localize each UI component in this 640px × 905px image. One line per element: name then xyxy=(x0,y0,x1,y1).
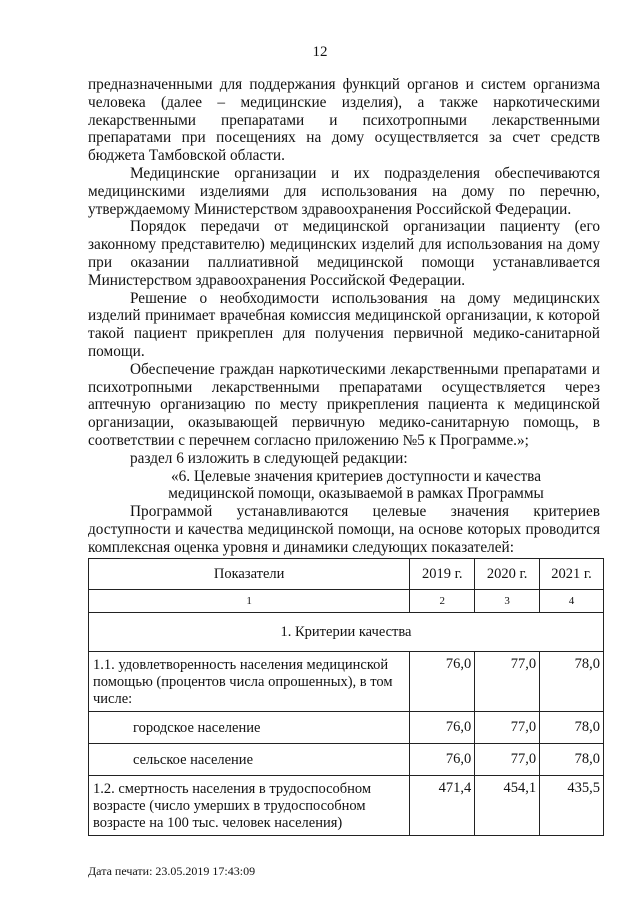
column-header: Показатели xyxy=(89,559,410,590)
page-number: 12 xyxy=(312,44,328,60)
table-section-row xyxy=(89,613,604,652)
document-body xyxy=(88,76,600,557)
value-cell: 471,4 xyxy=(410,776,475,836)
column-number-row xyxy=(89,590,604,613)
section-heading: медицинской помощи, оказываемой в рамках Программы xyxy=(168,485,544,503)
column-header: 2020 г. xyxy=(475,559,540,590)
table-row xyxy=(89,712,604,744)
value-cell: 454,1 xyxy=(475,776,540,836)
value-cell: 77,0 xyxy=(475,652,540,712)
paragraph: Решение о необходимости использования на дому медицинских изделий принимает врачебная комиссия медицинской организации, к которой такой пациент прикреплен для получения первичной медико-санитарной помощи. xyxy=(88,289,600,360)
value-cell: 76,0 xyxy=(410,744,475,776)
value-cell: 76,0 xyxy=(410,652,475,712)
paragraph: предназначенными для поддержания функций органов и систем организма человека (далее – медицинские изделия), а также наркотическими лекарственными препаратами и психотропными лекарственными препаратами при посещениях на дому осуществляется за счет средств бюджета Тамбовской области. xyxy=(88,76,600,165)
row-label: 1.2. смертность населения в трудоспособном возрасте (число умерших в трудоспособном возрасте на 100 тыс. человек населения) xyxy=(89,776,410,836)
paragraph: Порядок передачи от медицинской организации пациенту (его законному представителю) медицинских изделий для использования на дому при оказании паллиативной медицинской помощи устанавливается Министерством здравоохранения Российской Федерации. xyxy=(88,218,600,289)
criteria-table xyxy=(88,558,604,836)
table-header-row xyxy=(89,559,604,590)
value-cell: 78,0 xyxy=(540,652,604,712)
value-cell: 76,0 xyxy=(410,712,475,744)
table-row xyxy=(89,652,604,712)
value-cell: 77,0 xyxy=(475,712,540,744)
value-cell: 78,0 xyxy=(540,744,604,776)
section-intro: Программой устанавливаются целевые значения критериев доступности и качества медицинской помощи, на основе которых проводится комплексная оценка уровня и динамики следующих показателей: xyxy=(88,503,600,556)
section-title: 1. Критерии качества xyxy=(89,613,604,652)
table-row xyxy=(89,744,604,776)
column-header: 2021 г. xyxy=(540,559,604,590)
value-cell: 435,5 xyxy=(540,776,604,836)
column-header: 2019 г. xyxy=(410,559,475,590)
row-label: 1.1. удовлетворенность населения медицинской помощью (процентов числа опрошенных), в том числе: xyxy=(89,652,410,712)
column-number: 4 xyxy=(540,590,604,613)
value-cell: 78,0 xyxy=(540,712,604,744)
column-number: 1 xyxy=(89,590,410,613)
table-row xyxy=(89,776,604,836)
row-label: сельское население xyxy=(89,744,410,776)
column-number: 3 xyxy=(475,590,540,613)
value-cell: 77,0 xyxy=(475,744,540,776)
print-date-footer: Дата печати: 23.05.2019 17:43:09 xyxy=(88,864,256,878)
paragraph: Медицинские организации и их подразделения обеспечиваются медицинскими изделиями для использования на дому по перечню, утверждаемому Министерством здравоохранения Российской Федерации. xyxy=(88,164,600,218)
section-heading: «6. Целевые значения критериев доступности и качества xyxy=(170,467,541,485)
row-label: городское население xyxy=(89,712,410,744)
column-number: 2 xyxy=(410,590,475,613)
paragraph: Обеспечение граждан наркотическими лекарственными препаратами и психотропными лекарственными препаратами осуществляется через аптечную организацию по месту прикрепления пациента к медицинской организации, оказывающей первичную медико-санитарную помощь, в соответствии с перечнем согласно приложению №5 к Программе.»; xyxy=(88,360,600,449)
paragraph: раздел 6 изложить в следующей редакции: xyxy=(130,449,408,467)
